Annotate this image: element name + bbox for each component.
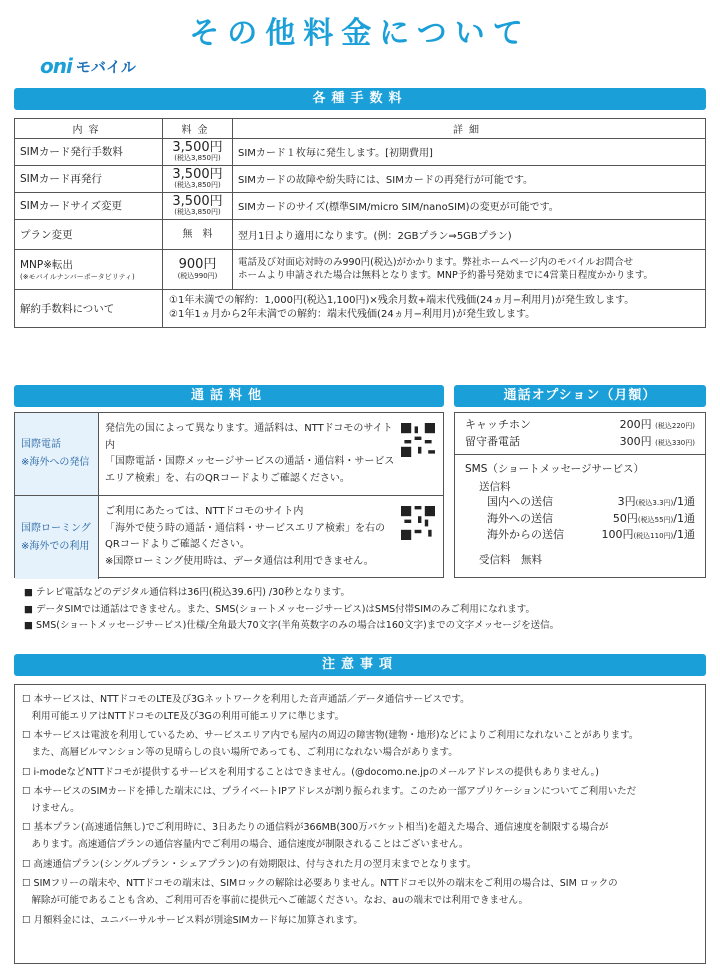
fee-price — [163, 192, 233, 219]
fee-price-value: 900円 — [178, 257, 217, 273]
table-row — [15, 139, 706, 166]
call-label-sub: ※海外への発信 — [21, 457, 90, 468]
brand-logo — [40, 54, 136, 78]
sms-rate-name: 海外からの送信 — [487, 528, 564, 541]
fees-table — [14, 118, 706, 328]
fee-price: 無 料 — [163, 219, 233, 249]
call-text — [99, 496, 401, 579]
fee-name — [15, 249, 163, 289]
call-label-title: 国際電話 — [21, 439, 61, 450]
fee-price — [163, 139, 233, 166]
list-item: ■ データSIMでは通話はできません。また、SMS(ショートメッセージサービス)はSMS付帯SIMのみご利用になれます。 — [24, 603, 535, 615]
option-price-tax: (税込220円) — [655, 422, 695, 430]
fee-price-value: 3,500円 — [172, 193, 223, 209]
page-title: その他料金について — [189, 16, 531, 51]
option-price — [620, 417, 695, 434]
call-text-line: 発信先の国によって異なります。通話料は、NTTドコモのサイト内 — [105, 423, 393, 451]
list-item: ☐ SIMフリーの端末や、NTTドコモの端末は、SIMロックの解除は必要ありません。NTTドコモ以外の端末をご利用の場合は、SIM ロックの 解除が可能であることも含め、ご利用可否を事前に提供元へご確認ください。なお、auの端末では利用できません。 — [22, 878, 618, 906]
fee-name: SIMカード発行手数料 — [15, 139, 163, 166]
notice-list — [22, 692, 692, 932]
fee-detail — [233, 249, 706, 289]
sms-rate-price: 50円(税込55円)/1通 — [612, 511, 695, 525]
call-text-line: 「海外で使う時の通話・通信料・サービスエリア検索」を右の — [105, 522, 385, 534]
fee-name: SIMカード再発行 — [15, 165, 163, 192]
fee-price — [163, 165, 233, 192]
fee-price-tax: (税込990円) — [177, 271, 218, 280]
brand-logo-kana: モバイル — [75, 57, 136, 76]
table-row — [15, 165, 706, 192]
option-item — [465, 417, 695, 434]
option-price-tax: (税込330円) — [655, 438, 695, 447]
fee-detail: SIMカード１枚毎に発生します。[初期費用] — [233, 139, 706, 166]
fee-name: プラン変更 — [15, 219, 163, 249]
sms-rate-price: 3円(税込3.3円)/1通 — [617, 495, 695, 508]
fee-price-value: 3,500円 — [172, 140, 223, 155]
qr-code-icon[interactable] — [401, 506, 435, 540]
mnp-detail-line: ホームより申請された場合は無料となります。MNP予約番号発効までに4営業日程度かかります。 — [238, 270, 654, 282]
mnp-name-note: (※モバイルナンバーポータビリティ) — [20, 272, 135, 281]
option-price-value: 300円 — [619, 434, 652, 448]
fee-price-tax: (税込3,850円) — [174, 181, 221, 190]
mnp-detail-line: 電話及び対面応対時のみ990円(税込)がかかります。弊社ホームページ内のモバイルお問合せ — [238, 256, 634, 268]
option-heading: 通話オプション（月額） — [454, 385, 706, 407]
call-text — [99, 413, 401, 495]
cancel-name: 解約手数料について — [15, 289, 163, 327]
list-item: ☐ 基本プラン(高速通信無し)でご利用時に、3日あたりの通信料が366MB(300万パケット相当)を超えた場合、通信速度を制限する場合が あります。高速通信プランの通信容量内でご利用の場合、通信速度が制限されることはございません。 — [22, 822, 609, 850]
fee-detail: SIMカードの故障や紛失時には、SIMカードの再発行が可能です。 — [233, 165, 706, 192]
call-row-international — [15, 413, 443, 496]
col-content: 内容 — [15, 119, 163, 139]
sms-receive: 受信料 無料 — [479, 553, 542, 566]
sms-rate-row — [487, 527, 695, 544]
call-heading: 通話料他 — [14, 385, 444, 407]
table-row-cancel — [15, 289, 706, 327]
sms-rate-row — [487, 494, 695, 511]
bullet-list — [24, 585, 559, 635]
option-name: キャッチホン — [465, 418, 531, 431]
call-label — [15, 496, 99, 579]
option-name: 留守番電話 — [465, 434, 520, 448]
call-text-line: QRコードよりご確認ください。 — [105, 539, 250, 550]
option-price — [620, 434, 695, 451]
fee-price-value: 3,500円 — [172, 166, 223, 182]
list-item: ■ テレビ電話などのデジタル通信料は36円(税込39.6円) /30秒となります。 — [24, 587, 350, 598]
fee-price — [163, 249, 233, 289]
fee-detail: SIMカードのサイズ(標準SIM/micro SIM/nanoSIM)の変更が可能です。 — [233, 192, 706, 219]
fees-heading: 各種手数料 — [14, 88, 706, 110]
fee-price-tax: (税込3,850円) — [174, 208, 221, 217]
list-item: ☐ 本サービスは、NTTドコモのLTE及び3Gネットワークを利用した音声通話／データ通信サービスです。 利用可能エリアはNTTドコモのLTE及び3Gの利用可能エリアに準じます。 — [22, 694, 470, 722]
sms-rates — [487, 494, 695, 544]
cancel-line: ①1年未満での解約：1,000円(税込1,100円)×残余月数+端末代残価(24ヵ月−利用月)が発生致します。 — [169, 294, 635, 306]
sms-send-label: 送信料 — [479, 481, 511, 493]
fee-name: SIMカードサイズ変更 — [15, 192, 163, 219]
fee-detail: 翌月1日より適用になります。(例：2GBプラン⇒5GBプラン) — [233, 219, 706, 249]
call-label-sub: ※海外での利用 — [21, 540, 90, 552]
call-text-line: ご利用にあたっては、NTTドコモのサイト内 — [105, 506, 304, 517]
fees-header-row — [15, 119, 706, 139]
sms-rate-row — [487, 511, 695, 528]
call-text-line: ※国際ローミング使用時は、データ通信は利用できません。 — [105, 555, 374, 567]
col-price: 料金 — [163, 119, 233, 139]
col-detail: 詳細 — [233, 119, 706, 139]
call-row-roaming — [15, 496, 443, 579]
table-row — [15, 219, 706, 249]
table-row-mnp — [15, 249, 706, 289]
call-box — [14, 412, 444, 578]
list-item: ☐ 本サービスのSIMカードを挿した端末には、プライベートIPアドレスが割り振られます。このため一部アプリケーションについてご利用いただ けません。 — [22, 786, 637, 814]
cancel-line: ②1年1ヵ月から2年未満での解約：端末代残価(24ヵ月−利用月)が発生致します。 — [169, 309, 536, 321]
list-item: ☐ 高速通信プラン(シングルプラン・シェアプラン)の有効期限は、付与された月の翌月末までとなります。 — [22, 858, 477, 870]
cancel-detail — [163, 289, 706, 327]
sms-title: SMS（ショートメッセージサービス） — [465, 463, 644, 475]
list-item: ☐ 月額料金には、ユニバーサルサービス料が別途SIMカード毎に加算されます。 — [22, 914, 363, 926]
sms-rate-price: 100円(税込110円)/1通 — [601, 528, 695, 541]
mnp-name: MNP※転出 — [20, 258, 74, 271]
table-row — [15, 192, 706, 219]
sms-rate-name: 国内への送信 — [487, 495, 553, 508]
fee-price-tax: (税込3,850円) — [174, 154, 221, 163]
option-price-value: 200円 — [619, 418, 652, 431]
sms-rate-name: 海外への送信 — [487, 511, 553, 525]
option-item — [465, 434, 695, 451]
qr-code-icon[interactable] — [401, 423, 435, 457]
brand-logo-latin: oni — [40, 54, 72, 78]
list-item: ☐ 本サービスは電波を利用しているため、サービスエリア内でも屋内の周辺の障害物(建物・地形)などによりご利用になれないことがあります。 また、高層ビルマンション等の見晴らしの良い場所であっても、ご利用になれない場合があります。 — [22, 730, 639, 758]
call-text-line: 「国際電話・国際メッセージサービスの通話・通信料・サービス — [105, 456, 395, 467]
notice-heading: 注意事項 — [14, 654, 706, 676]
list-item: ☐ i-modeなどNTTドコモが提供するサービスを利用することはできません。(@docomo.ne.jpのメールアドレスの提供もありません。) — [22, 766, 599, 778]
call-label — [15, 413, 99, 495]
call-text-line: エリア検索」を、右のQRコードよりご確認ください。 — [105, 472, 350, 484]
list-item: ■ SMS(ショートメッセージサービス)仕様/全角最大70文字(半角英数字のみの場合は160文字)までの文字メッセージを送信。 — [24, 620, 560, 632]
option-box — [454, 412, 706, 578]
call-label-title: 国際ローミング — [21, 522, 91, 534]
